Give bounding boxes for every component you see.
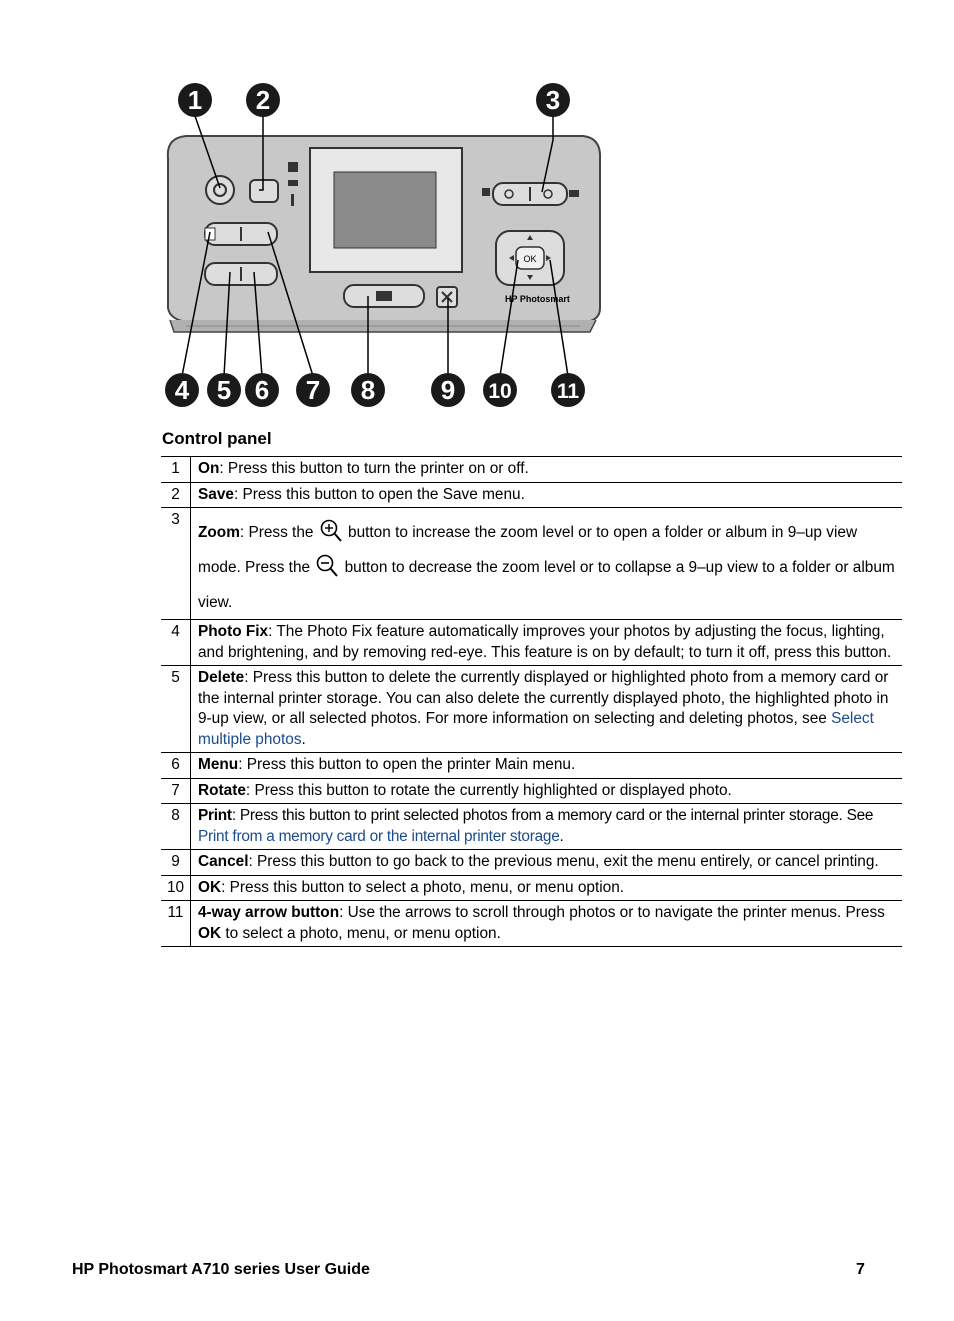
row-description <box>191 850 903 876</box>
table-row <box>161 482 902 508</box>
svg-text:1: 1 <box>187 85 203 115</box>
row-term: Save <box>198 485 234 503</box>
row-term: Rotate <box>198 781 246 799</box>
row-term: Print <box>198 807 232 824</box>
row-text: : Use the arrows to scroll through photos or to navigate the printer menus. Press <box>339 904 885 921</box>
callout-9 <box>431 373 465 407</box>
row-text-end: to select a photo, menu, or menu option. <box>221 924 501 942</box>
row-number: 11 <box>161 901 191 947</box>
row-text-end: . <box>301 730 306 748</box>
callout-10 <box>483 373 517 407</box>
row-text: : The Photo Fix feature automatically improves your photos by adjusting the focus, lighting, and brightening, and by removing red-eye. This feature is on by default; to turn it off, press this button. <box>198 623 892 661</box>
row-number: 7 <box>161 778 191 804</box>
row-text-end: . <box>559 827 564 845</box>
svg-text:7: 7 <box>305 375 321 405</box>
row-term: Zoom <box>198 524 240 541</box>
row-text: button to decrease the zoom level or to collapse a 9–up view to a folder or album view. <box>198 559 895 611</box>
callout-3 <box>536 83 570 117</box>
control-panel-table <box>161 456 902 947</box>
row-term: 4-way arrow button <box>198 904 340 921</box>
row-number: 2 <box>161 482 191 508</box>
zoom-in-icon <box>320 519 342 553</box>
brand-label: HP Photosmart <box>505 294 570 304</box>
row-text: : Press the <box>239 524 318 541</box>
callout-7 <box>296 373 330 407</box>
row-description <box>191 778 903 804</box>
row-description <box>191 620 903 666</box>
row-text: : Press this button to select a photo, menu, or menu option. <box>221 878 625 896</box>
select-multiple-photos-link[interactable]: Select multiple photos <box>198 710 874 748</box>
row-number: 8 <box>161 804 191 850</box>
svg-text:6: 6 <box>254 375 270 405</box>
callout-6 <box>245 373 279 407</box>
row-description <box>191 753 903 779</box>
row-number: 3 <box>161 508 191 620</box>
callout-1 <box>178 83 212 117</box>
figure-caption: Control panel <box>162 429 272 448</box>
footer-title: HP Photosmart A710 series User Guide <box>72 1261 370 1278</box>
row-text: : Press this button to open the printer Main menu. <box>238 756 576 773</box>
callout-11 <box>551 373 585 407</box>
zoom-out-icon <box>316 554 338 588</box>
svg-text:3: 3 <box>545 85 561 115</box>
svg-text:9: 9 <box>440 375 456 405</box>
table-row <box>161 666 902 753</box>
row-number: 6 <box>161 753 191 779</box>
table-row <box>161 778 902 804</box>
row-text: button to increase the zoom level or to open a folder or album in 9–up view mode. Press the <box>198 524 858 576</box>
row-number: 10 <box>161 875 191 901</box>
page-number: 7 <box>856 1261 865 1278</box>
row-term: Delete <box>198 669 245 686</box>
row-description <box>191 901 903 947</box>
row-text: : Press this button to open the Save menu. <box>233 485 525 503</box>
row-text: : Press this button to delete the currently displayed or highlighted photo from a memory card or the internal printer storage. You can also delete the currently displayed photo, the highlighted photo in 9-up view, or all selected photos. For more information on selecting and deleting photos, see <box>198 669 889 727</box>
callout-2 <box>246 83 280 117</box>
row-description <box>191 875 903 901</box>
row-number: 9 <box>161 850 191 876</box>
svg-text:5: 5 <box>216 375 232 405</box>
row-description <box>191 804 903 850</box>
row-term: Cancel <box>198 853 249 870</box>
row-term: Photo Fix <box>198 623 269 640</box>
row-term: On <box>198 460 220 477</box>
callout-8 <box>351 373 385 407</box>
row-text: : Press this button to rotate the currently highlighted or displayed photo. <box>245 781 732 799</box>
row-term: Menu <box>198 756 239 773</box>
callout-4 <box>165 373 199 407</box>
row-term: OK <box>198 878 222 896</box>
row-description <box>191 482 903 508</box>
table-row <box>161 875 902 901</box>
table-row <box>161 804 902 850</box>
row-description <box>191 457 903 483</box>
svg-text:8: 8 <box>360 375 376 405</box>
svg-text:10: 10 <box>488 380 512 403</box>
row-description <box>191 508 903 620</box>
row-number: 1 <box>161 457 191 483</box>
print-from-memory-card-link[interactable]: Print from a memory card or the internal printer storage <box>198 827 560 845</box>
row-text: : Press this button to turn the printer on or off. <box>219 460 529 477</box>
table-row <box>161 850 902 876</box>
table-row <box>161 457 902 483</box>
row-text: : Press this button to go back to the previous menu, exit the menu entirely, or cancel printing. <box>248 853 879 870</box>
row-number: 5 <box>161 666 191 753</box>
ok-key-label: OK <box>523 254 537 264</box>
table-row <box>161 620 902 666</box>
callout-5 <box>207 373 241 407</box>
svg-text:2: 2 <box>255 85 271 115</box>
table-row <box>161 901 902 947</box>
svg-text:4: 4 <box>174 375 190 405</box>
table-row <box>161 508 902 620</box>
control-panel-illustration <box>160 80 610 415</box>
table-row <box>161 753 902 779</box>
row-description <box>191 666 903 753</box>
svg-text:11: 11 <box>556 380 580 403</box>
row-number: 4 <box>161 620 191 666</box>
row-text: : Press this button to print selected photos from a memory card or the internal printer storage. See <box>231 807 874 824</box>
row-term-inline: OK <box>198 924 222 942</box>
